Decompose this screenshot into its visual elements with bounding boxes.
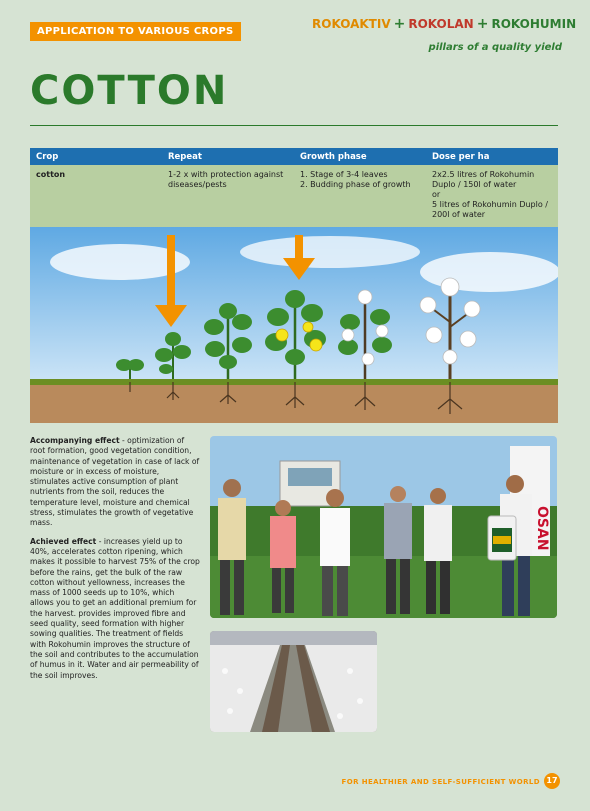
plus-sign: + (476, 16, 489, 32)
description-text (30, 436, 200, 689)
brand-rokolan: ROKOLAN (408, 17, 474, 31)
title-divider (30, 125, 558, 126)
header-growth-phase: Growth phase (300, 151, 367, 162)
field-team-photo (210, 436, 557, 618)
dose-or: or (432, 190, 441, 199)
phase-item: 1. Stage of 3-4 leaves (300, 170, 388, 179)
phase-item: 2. Budding phase of growth (300, 180, 411, 189)
banner-text: OSAN (534, 506, 550, 551)
brand-rokohumin: ROKOHUMIN (491, 17, 577, 31)
accompanying-effect-paragraph (30, 436, 200, 529)
page-title: COTTON (30, 68, 229, 114)
table-header-row (30, 148, 558, 165)
cloud (240, 236, 420, 268)
cell-growth-phase (294, 165, 426, 227)
soil-surface (30, 379, 558, 385)
dose-item: 5 litres of Rokohumin Duplo / 200l of water (432, 200, 548, 219)
cell-crop: cotton (36, 170, 66, 179)
achieved-effect-paragraph (30, 537, 200, 681)
header-dose: Dose per ha (432, 151, 490, 162)
table-row (30, 165, 558, 227)
brand-tagline: pillars of a quality yield (428, 42, 562, 53)
growth-stages-illustration (30, 227, 558, 423)
cotton-field-photo (210, 631, 377, 732)
achieved-effect-label: Achieved effect (30, 536, 97, 546)
dosage-table (30, 148, 558, 227)
soil (30, 382, 558, 423)
brand-rokoaktiv: ROKOAKTIV (312, 17, 391, 31)
accompanying-effect-label: Accompanying effect (30, 436, 120, 445)
accompanying-effect-text: - optimization of root formation, good vegetation condition, maintenance of vegetation in case of lack of moisture or in excess of moisture, stimulates active consumption of plant nutrients from the soil, reduces the temperature level, moisture and chemical stress, stimulates the growth of vegetative mass. (30, 436, 200, 528)
plus-sign: + (393, 16, 406, 32)
page-number: 17 (544, 773, 560, 789)
footer-slogan: FOR HEALTHIER AND SELF-SUFFICIENT WORLD (341, 778, 540, 786)
dose-item: 2x2.5 litres of Rokohumin Duplo / 150l of water (432, 170, 535, 189)
brand-logos (312, 12, 577, 58)
header-crop: Crop (36, 151, 59, 162)
achieved-effect-text: - increases yield up to 40%, accelerates cotton ripening, which makes it possible to harvest 75% of the crop before the rains, get the bulk of the raw cotton without yellowness, increases the mass of 1000 seeds up to 10%, which allows you to get an additional premium for the harvest. provides improved fibre and seed quality, seed formation with higher sowing qualities. The treatment of fields with Rokohumin improves the structure of the soil and contributes to the accumulation of humus in it. Water and air permeability of the soil improves. (30, 536, 200, 680)
section-tag: APPLICATION TO VARIOUS CROPS (30, 22, 241, 41)
cell-repeat: 1-2 x with protection against diseases/pests (168, 170, 284, 189)
product-canister (488, 516, 516, 560)
header-repeat: Repeat (168, 151, 202, 162)
cell-dose (426, 165, 558, 227)
